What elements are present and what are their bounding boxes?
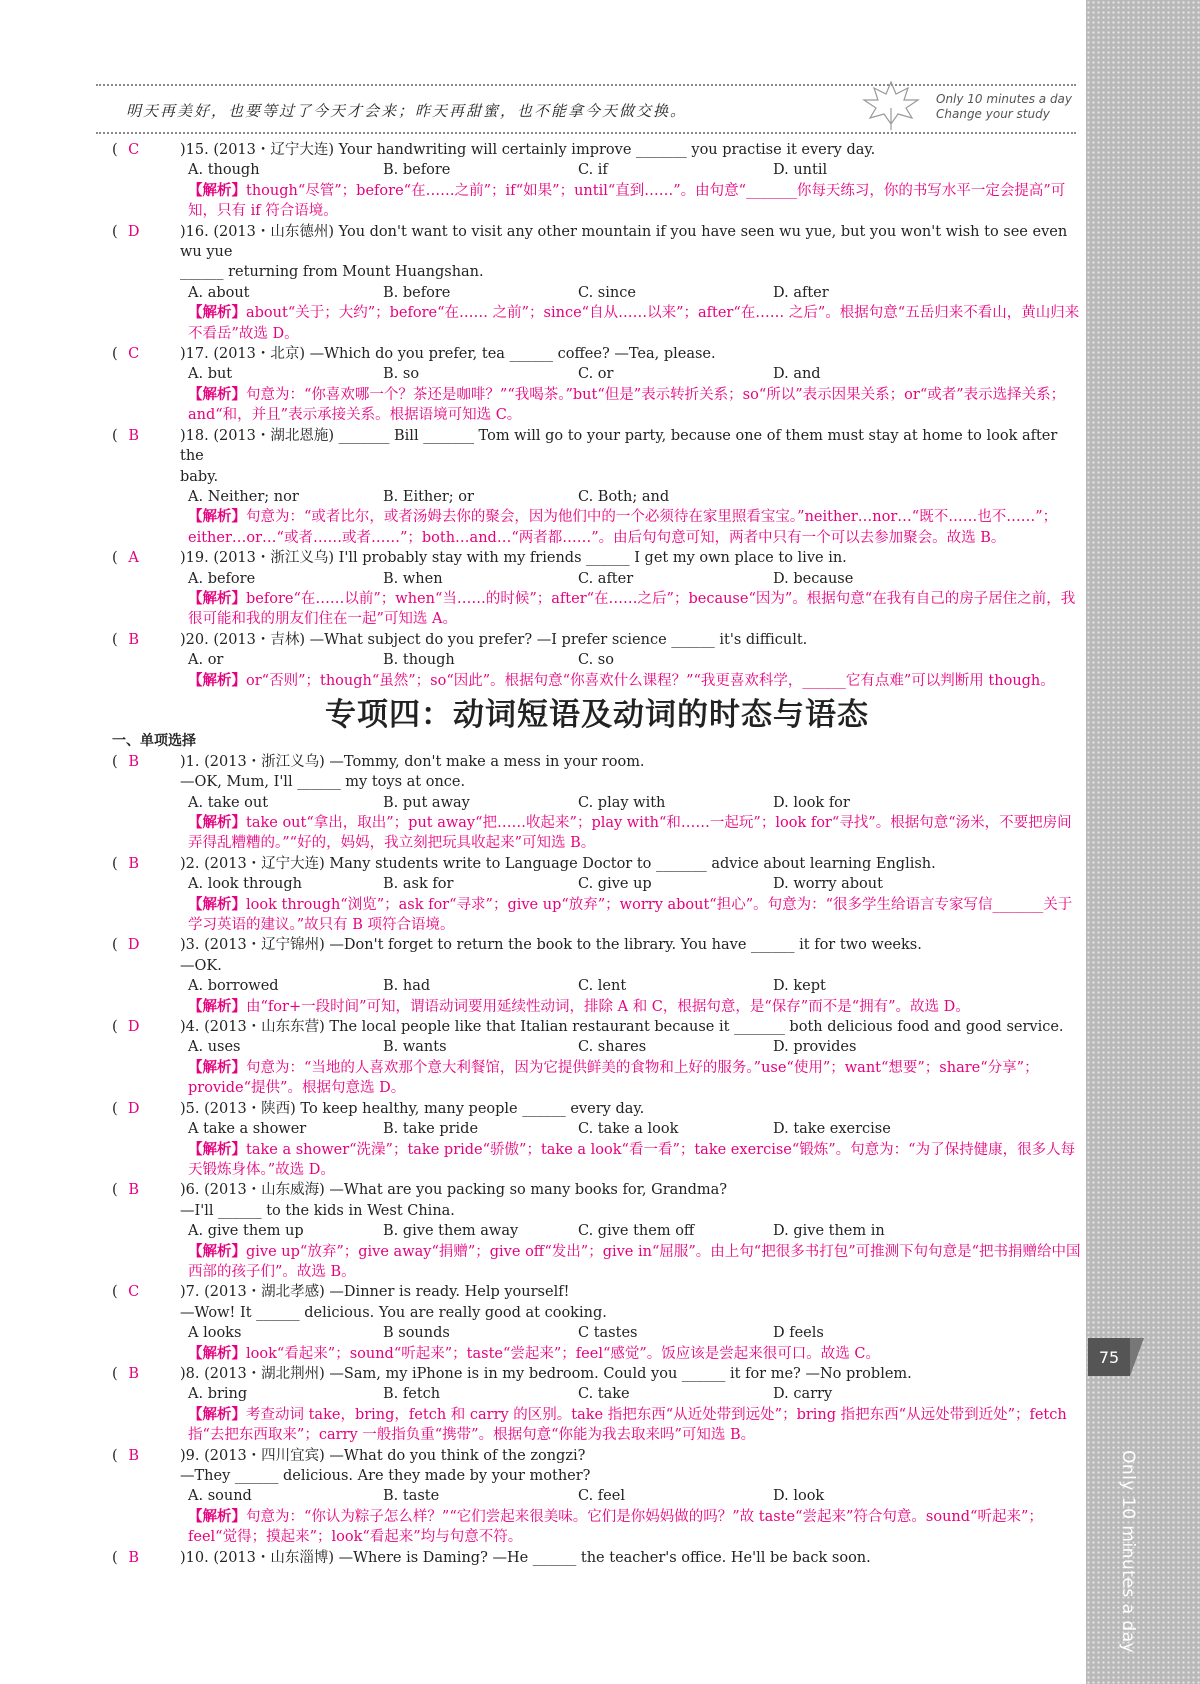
question-text: (2013・山东淄博) —Where is Daming? —He ______ the teacher's office. He'll be back soon. — [213, 1549, 871, 1566]
answer-label: ( B — [112, 1548, 172, 1568]
option-item: A. about — [188, 284, 250, 301]
option-item: B. so — [383, 366, 420, 383]
option-item: B. put away — [383, 794, 470, 811]
option-item: A. sound — [188, 1488, 252, 1505]
option-item: B. Either; or — [383, 488, 474, 505]
explanation-text: take a shower“洗澡”；take pride“骄傲”；take a look“看一看”；take exercise“锻炼”。句意为：“为了保持健康，很多人每天锻炼身体。”故选 D。 — [188, 1141, 1076, 1178]
answer-letter: B — [128, 1447, 139, 1464]
sub-title: 一、单项选择 — [112, 733, 196, 750]
option-item: C. give up — [578, 876, 652, 893]
option-item: A. give them up — [188, 1223, 304, 1240]
explanation-tag: 【解析】 — [188, 895, 246, 913]
option-item: D. because — [773, 570, 854, 587]
option-item: A. borrowed — [188, 978, 279, 995]
option-item: B. take pride — [383, 1121, 479, 1138]
question-stem — [180, 854, 1082, 874]
explanation — [188, 181, 1082, 222]
question-continuation: —They ______ delicious. Are they made by your mother? — [180, 1468, 591, 1484]
option-item: D. kept — [773, 978, 826, 995]
question-item — [112, 1446, 1082, 1466]
option-item: A. uses — [188, 1039, 241, 1056]
answer-options — [188, 487, 1082, 507]
question-stem — [180, 140, 1082, 160]
answer-letter: C — [128, 346, 140, 363]
answer-label: ( B — [112, 1364, 172, 1384]
question-item — [112, 854, 1082, 874]
brand-line-2: Change your study — [936, 107, 1050, 121]
header-motto: 明天再美好，也要等过了今天才会来；昨天再甜蜜，也不能拿今天做交换。 — [126, 102, 688, 120]
option-item: A. or — [188, 652, 224, 669]
question-stem — [180, 752, 1082, 772]
previous-questions — [112, 140, 1082, 691]
explanation-tag: 【解析】 — [188, 385, 246, 403]
question-item — [112, 140, 1082, 160]
answer-label: ( D — [112, 222, 172, 242]
question-stem — [180, 1364, 1082, 1384]
answer-options — [188, 874, 1082, 894]
answer-letter: B — [128, 427, 139, 444]
option-item — [773, 487, 968, 507]
answer-letter: C — [128, 1284, 140, 1301]
option-item: D. take exercise — [773, 1121, 891, 1138]
question-text: (2013・吉林) —What subject do you prefer? —I prefer science ______ it's difficult. — [213, 631, 808, 648]
option-item: C tastes — [578, 1325, 638, 1342]
answer-letter: D — [127, 1019, 140, 1036]
option-item: D. carry — [773, 1386, 833, 1403]
question-text: (2013・辽宁大连) Your handwriting will certainly improve _______ you practise it every day. — [213, 142, 876, 158]
option-item: D. look for — [773, 794, 850, 811]
question-continuation: —OK. — [180, 957, 222, 974]
header-brand — [936, 92, 1072, 122]
explanation-text: before“在……以前”；when“当……的时候”；after“在……之后”；because“因为”。根据句意“在我有自己的房子居住之前，我很可能和我的朋友们住在一起”可知选 A。 — [188, 590, 1076, 628]
option-item: B. give them away — [383, 1223, 519, 1240]
question-text: (2013・山东德州) You don't want to visit any other mountain if you have seen wu yue, but you won't wish to see even wu yue — [180, 223, 1068, 261]
option-item: C. or — [578, 366, 614, 383]
option-item: D. until — [773, 162, 828, 179]
option-item: C. feel — [578, 1488, 625, 1505]
option-item: A. before — [188, 570, 256, 587]
answer-label: ( B — [112, 426, 172, 446]
explanation-tag: 【解析】 — [188, 1140, 246, 1158]
explanation — [188, 1140, 1082, 1181]
explanation-text: though“尽管”；before“在……之前”；if“如果”；until“直到……”。由句意“_______你每天练习，你的书写水平一定会提高”可知，只有 if 符合语境。 — [188, 182, 1066, 220]
explanation-tag: 【解析】 — [188, 1344, 246, 1362]
question-item — [112, 1099, 1082, 1119]
section-title: 专项四：动词短语及动词的时态与语态 — [325, 696, 869, 733]
explanation-tag: 【解析】 — [188, 1242, 246, 1260]
answer-options — [188, 1323, 1082, 1343]
option-item: D. and — [773, 366, 821, 383]
question-item — [112, 1180, 1082, 1200]
option-item: C. Both; and — [578, 488, 670, 505]
option-item: D. look — [773, 1488, 825, 1505]
explanation-text: give up“放弃”；give away“捐赠”；give off“发出”；give in“屈服”。由上句“把很多书打包”可推测下句句意是“把书捐赠给中国西部的孩子们”。故选 B。 — [188, 1243, 1081, 1280]
answer-label: ( B — [112, 1180, 172, 1200]
answer-options — [188, 1221, 1082, 1241]
answer-letter: B — [128, 1549, 139, 1566]
question-number: )16. — [180, 223, 209, 240]
explanation-text: 句意为：“你认为粽子怎么样？”“它们尝起来很美味。它们是你妈妈做的吗？”故 taste“尝起来”符合句意。sound“听起来”；feel“觉得；摸起来”；look“看起来”均与句意不符。 — [188, 1508, 1043, 1546]
question-stem — [180, 1282, 1082, 1302]
answer-options — [188, 976, 1082, 996]
question-continuation: —OK, Mum, I'll ______ my toys at once. — [180, 774, 466, 791]
explanation-tag: 【解析】 — [188, 1405, 246, 1423]
question-number: )9. — [180, 1447, 200, 1464]
question-item — [112, 630, 1082, 650]
option-item: B sounds — [383, 1325, 450, 1342]
question-continuation: —Wow! It ______ delicious. You are really good at cooking. — [180, 1304, 607, 1321]
explanation-tag: 【解析】 — [188, 814, 246, 831]
question-item — [112, 222, 1082, 263]
explanation-tag: 【解析】 — [188, 508, 246, 526]
question-text: (2013・北京) —Which do you prefer, tea ______ coffee? —Tea, please. — [213, 346, 716, 363]
answer-label: ( D — [112, 1017, 172, 1037]
option-item: C. shares — [578, 1039, 647, 1056]
option-item: C. give them off — [578, 1223, 695, 1240]
option-item: A. bring — [188, 1386, 248, 1403]
explanation-tag: 【解析】 — [188, 304, 246, 322]
question-number: )4. — [180, 1019, 200, 1036]
answer-options — [188, 364, 1082, 384]
question-number: )19. — [180, 550, 209, 567]
answer-letter: C — [128, 142, 140, 158]
explanation — [188, 895, 1082, 936]
answer-letter: D — [127, 937, 140, 954]
answer-label: ( B — [112, 752, 172, 772]
explanation-tag: 【解析】 — [188, 589, 246, 607]
question-number: )2. — [180, 855, 200, 872]
question-continuation: baby. — [180, 468, 219, 485]
question-text: (2013・湖北孝感) —Dinner is ready. Help yourself! — [204, 1284, 570, 1301]
question-item — [112, 548, 1082, 568]
explanation-text: 句意为：“当地的人喜欢那个意大利餐馆，因为它提供鲜美的食物和上好的服务。”use“使用”；want“想要”；share“分享”；provide“提供”。根据句意选 D。 — [188, 1059, 1039, 1097]
explanation — [188, 385, 1082, 426]
question-text: (2013・山东东营) The local people like that Italian restaurant because it _______ both delicious food and good service. — [204, 1019, 1064, 1036]
question-continuation: ______ returning from Mount Huangshan. — [180, 264, 484, 281]
answer-label: ( B — [112, 1446, 172, 1466]
sidebar-slogan: Only 10 minutes a day — [1118, 1450, 1138, 1654]
answer-options — [188, 650, 1082, 670]
question-text: (2013・山东威海) —What are you packing so many books for, Grandma? — [204, 1182, 728, 1199]
option-item: D. provides — [773, 1039, 857, 1056]
explanation — [188, 507, 1082, 548]
answer-options — [188, 1486, 1082, 1506]
answer-label: ( D — [112, 935, 172, 955]
question-text: (2013・陕西) To keep healthy, many people ______ every day. — [204, 1100, 645, 1117]
explanation-tag: 【解析】 — [188, 1507, 246, 1525]
option-item: C. lent — [578, 978, 627, 995]
question-stem — [180, 1180, 1082, 1200]
answer-label: ( A — [112, 548, 172, 568]
page-sidebar — [1086, 0, 1200, 1684]
answer-letter: B — [128, 1182, 139, 1199]
question-item — [112, 1017, 1082, 1037]
explanation-text: 句意为：“或者比尔，或者汤姆去你的聚会，因为他们中的一个必须待在家里照看宝宝。”neither…nor…“既不……也不……”；either…or…“或者……或者……”；both…and…“两者都……”。由后句句意可知，两者中只有一个可以去参加聚会。故选 B。 — [188, 509, 1058, 546]
question-item — [112, 1364, 1082, 1384]
option-item: A. though — [188, 162, 260, 179]
answer-letter: B — [128, 753, 139, 770]
question-number: )6. — [180, 1182, 200, 1199]
question-stem — [180, 935, 1082, 955]
question-number: )7. — [180, 1284, 200, 1301]
option-item: C. if — [578, 162, 608, 179]
explanation — [188, 813, 1082, 854]
explanation-tag: 【解析】 — [188, 671, 246, 689]
option-item: D. after — [773, 284, 829, 301]
explanation — [188, 1242, 1082, 1283]
new-questions — [112, 752, 1082, 1568]
question-stem — [180, 630, 1082, 650]
option-item: B. wants — [383, 1039, 447, 1056]
answer-label: ( B — [112, 854, 172, 874]
option-item: B. taste — [383, 1488, 440, 1505]
question-text: (2013・四川宜宾) —What do you think of the zongzi? — [204, 1447, 586, 1464]
question-number: )5. — [180, 1100, 200, 1117]
option-item: B. had — [383, 978, 431, 995]
answer-label: ( C — [112, 1282, 172, 1302]
option-item: A looks — [188, 1325, 242, 1342]
explanation — [188, 589, 1082, 630]
question-number: )1. — [180, 753, 200, 770]
answer-label: ( D — [112, 1099, 172, 1119]
answer-label: ( C — [112, 140, 172, 160]
maple-leaf-icon — [856, 78, 926, 134]
explanation — [188, 1507, 1082, 1548]
explanation-tag: 【解析】 — [188, 1058, 246, 1076]
explanation-text: 句意为：“你喜欢哪一个？茶还是咖啡？”“我喝茶。”but“但是”表示转折关系；so“所以”表示因果关系；or“或者”表示选择关系；and“和，并且”表示承接关系。根据语境可知选 C。 — [188, 386, 1066, 424]
answer-options — [188, 1037, 1082, 1057]
question-stem — [180, 344, 1082, 364]
option-item: C. play with — [578, 794, 666, 811]
worksheet-content — [112, 140, 1082, 1568]
question-item — [112, 752, 1082, 772]
explanation-text: 由“for+一段时间”可知，谓语动词要用延续性动词，排除 A 和 C，根据句意，是“保存”而不是“拥有”。故选 D。 — [246, 998, 970, 1015]
explanation — [188, 303, 1082, 344]
option-item: B. before — [383, 284, 451, 301]
option-item: C. take — [578, 1386, 630, 1403]
question-item — [112, 935, 1082, 955]
answer-letter: B — [128, 1365, 139, 1382]
option-item: B. fetch — [383, 1386, 441, 1403]
question-item — [112, 1282, 1082, 1302]
explanation-text: about“关于；大约”；before“在…… 之前”；since“自从……以来”；after“在…… 之后”。根据句意“五岳归来不看山，黄山归来不看岳”故选 D。 — [188, 305, 1080, 342]
option-item: A. Neither; nor — [188, 488, 299, 505]
option-item: A. look through — [188, 876, 302, 893]
question-number: )15. — [180, 142, 209, 158]
answer-letter: D — [127, 223, 140, 240]
question-continuation: —I'll ______ to the kids in West China. — [180, 1202, 455, 1219]
answer-options — [188, 793, 1082, 813]
question-text: (2013・浙江义乌) I'll probably stay with my friends ______ I get my own place to live in. — [213, 550, 847, 567]
explanation — [188, 1058, 1082, 1099]
question-number: )20. — [180, 631, 209, 648]
answer-options — [188, 569, 1082, 589]
question-text: (2013・浙江义乌) —Tommy, don't make a mess in your room. — [204, 753, 645, 770]
option-item: C. since — [578, 284, 636, 301]
question-number: )10. — [180, 1549, 209, 1566]
answer-options — [188, 1119, 1082, 1139]
explanation — [188, 1405, 1082, 1446]
question-stem — [180, 426, 1082, 467]
question-text: (2013・辽宁锦州) —Don't forget to return the book to the library. You have ______ it for two weeks. — [204, 937, 922, 954]
answer-letter: B — [128, 631, 139, 648]
answer-options — [188, 160, 1082, 180]
explanation-tag: 【解析】 — [188, 997, 246, 1015]
question-stem — [180, 548, 1082, 568]
option-item — [773, 650, 968, 670]
question-number: )17. — [180, 346, 209, 363]
option-item: C. take a look — [578, 1121, 679, 1138]
option-item: D. worry about — [773, 876, 883, 893]
answer-label: ( C — [112, 344, 172, 364]
option-item: D. give them in — [773, 1223, 885, 1240]
question-text: (2013・辽宁大连) Many students write to Language Doctor to _______ advice about learning English. — [204, 855, 936, 872]
question-text: (2013・湖北荆州) —Sam, my iPhone is in my bedroom. Could you ______ it for me? —No problem. — [204, 1365, 912, 1382]
question-stem — [180, 1099, 1082, 1119]
option-item: C. so — [578, 652, 614, 669]
option-item: D feels — [773, 1325, 824, 1342]
answer-label: ( B — [112, 630, 172, 650]
question-item — [112, 344, 1082, 364]
option-item: A. take out — [188, 794, 269, 811]
answer-options — [188, 283, 1082, 303]
question-item — [112, 426, 1082, 467]
explanation — [188, 671, 1082, 691]
question-stem — [180, 1446, 1082, 1466]
option-item: C. after — [578, 570, 634, 587]
question-stem — [180, 222, 1082, 263]
question-number: )18. — [180, 427, 209, 444]
option-item: A. but — [188, 366, 233, 383]
explanation — [188, 997, 1082, 1017]
question-number: )8. — [180, 1365, 200, 1382]
option-item: B. though — [383, 652, 455, 669]
question-stem — [180, 1548, 1082, 1568]
explanation-text: 考查动词 take，bring，fetch 和 carry 的区别。take 指把东西“从近处带到远处”；bring 指把东西“从远处带到近处”；fetch 指“去把东西取来”；carry 一般指负重“携带”。根据句意“你能为我去取来吗”可知选 B。 — [188, 1406, 1067, 1444]
explanation-tag: 【解析】 — [188, 181, 246, 199]
answer-options — [188, 1384, 1082, 1404]
explanation-text: take out“拿出，取出”；put away“把……收起来”；play with“和……一起玩”；look for“寻找”。根据句意“汤米，不要把房间弄得乱糟糟的。”“好的，妈妈，我立刻把玩具收起来”可知选 B。 — [188, 815, 1072, 852]
answer-letter: B — [128, 855, 139, 872]
question-item — [112, 1548, 1082, 1568]
explanation-text: look through“浏览”；ask for“寻求”；give up“放弃”；worry about“担心”。句意为：“很多学生给语言专家写信_______关于学习英语的建议。”故只有 B 项符合语境。 — [188, 896, 1073, 934]
option-item: B. ask for — [383, 876, 454, 893]
question-stem — [180, 1017, 1082, 1037]
option-item: B. before — [383, 162, 451, 179]
answer-letter: A — [128, 550, 139, 567]
page-header — [96, 84, 1076, 134]
page-number: 75 — [1088, 1338, 1130, 1376]
explanation — [188, 1344, 1082, 1364]
explanation-text: look“看起来”；sound“听起来”；taste“尝起来”；feel“感觉”。饭应该是尝起来很可口。故选 C。 — [246, 1345, 881, 1362]
explanation-text: or“否则”；though“虽然”；so“因此”。根据句意“你喜欢什么课程？”“我更喜欢科学，______它有点难”可以判断用 though。 — [246, 672, 1055, 689]
answer-letter: D — [127, 1100, 140, 1117]
option-item: A take a shower — [188, 1121, 307, 1138]
question-text: (2013・湖北恩施) _______ Bill _______ Tom will go to your party, because one of them must stay at home to look after the — [180, 427, 1058, 465]
question-number: )3. — [180, 937, 200, 954]
option-item: B. when — [383, 570, 443, 587]
brand-line-1: Only 10 minutes a day — [936, 92, 1073, 106]
